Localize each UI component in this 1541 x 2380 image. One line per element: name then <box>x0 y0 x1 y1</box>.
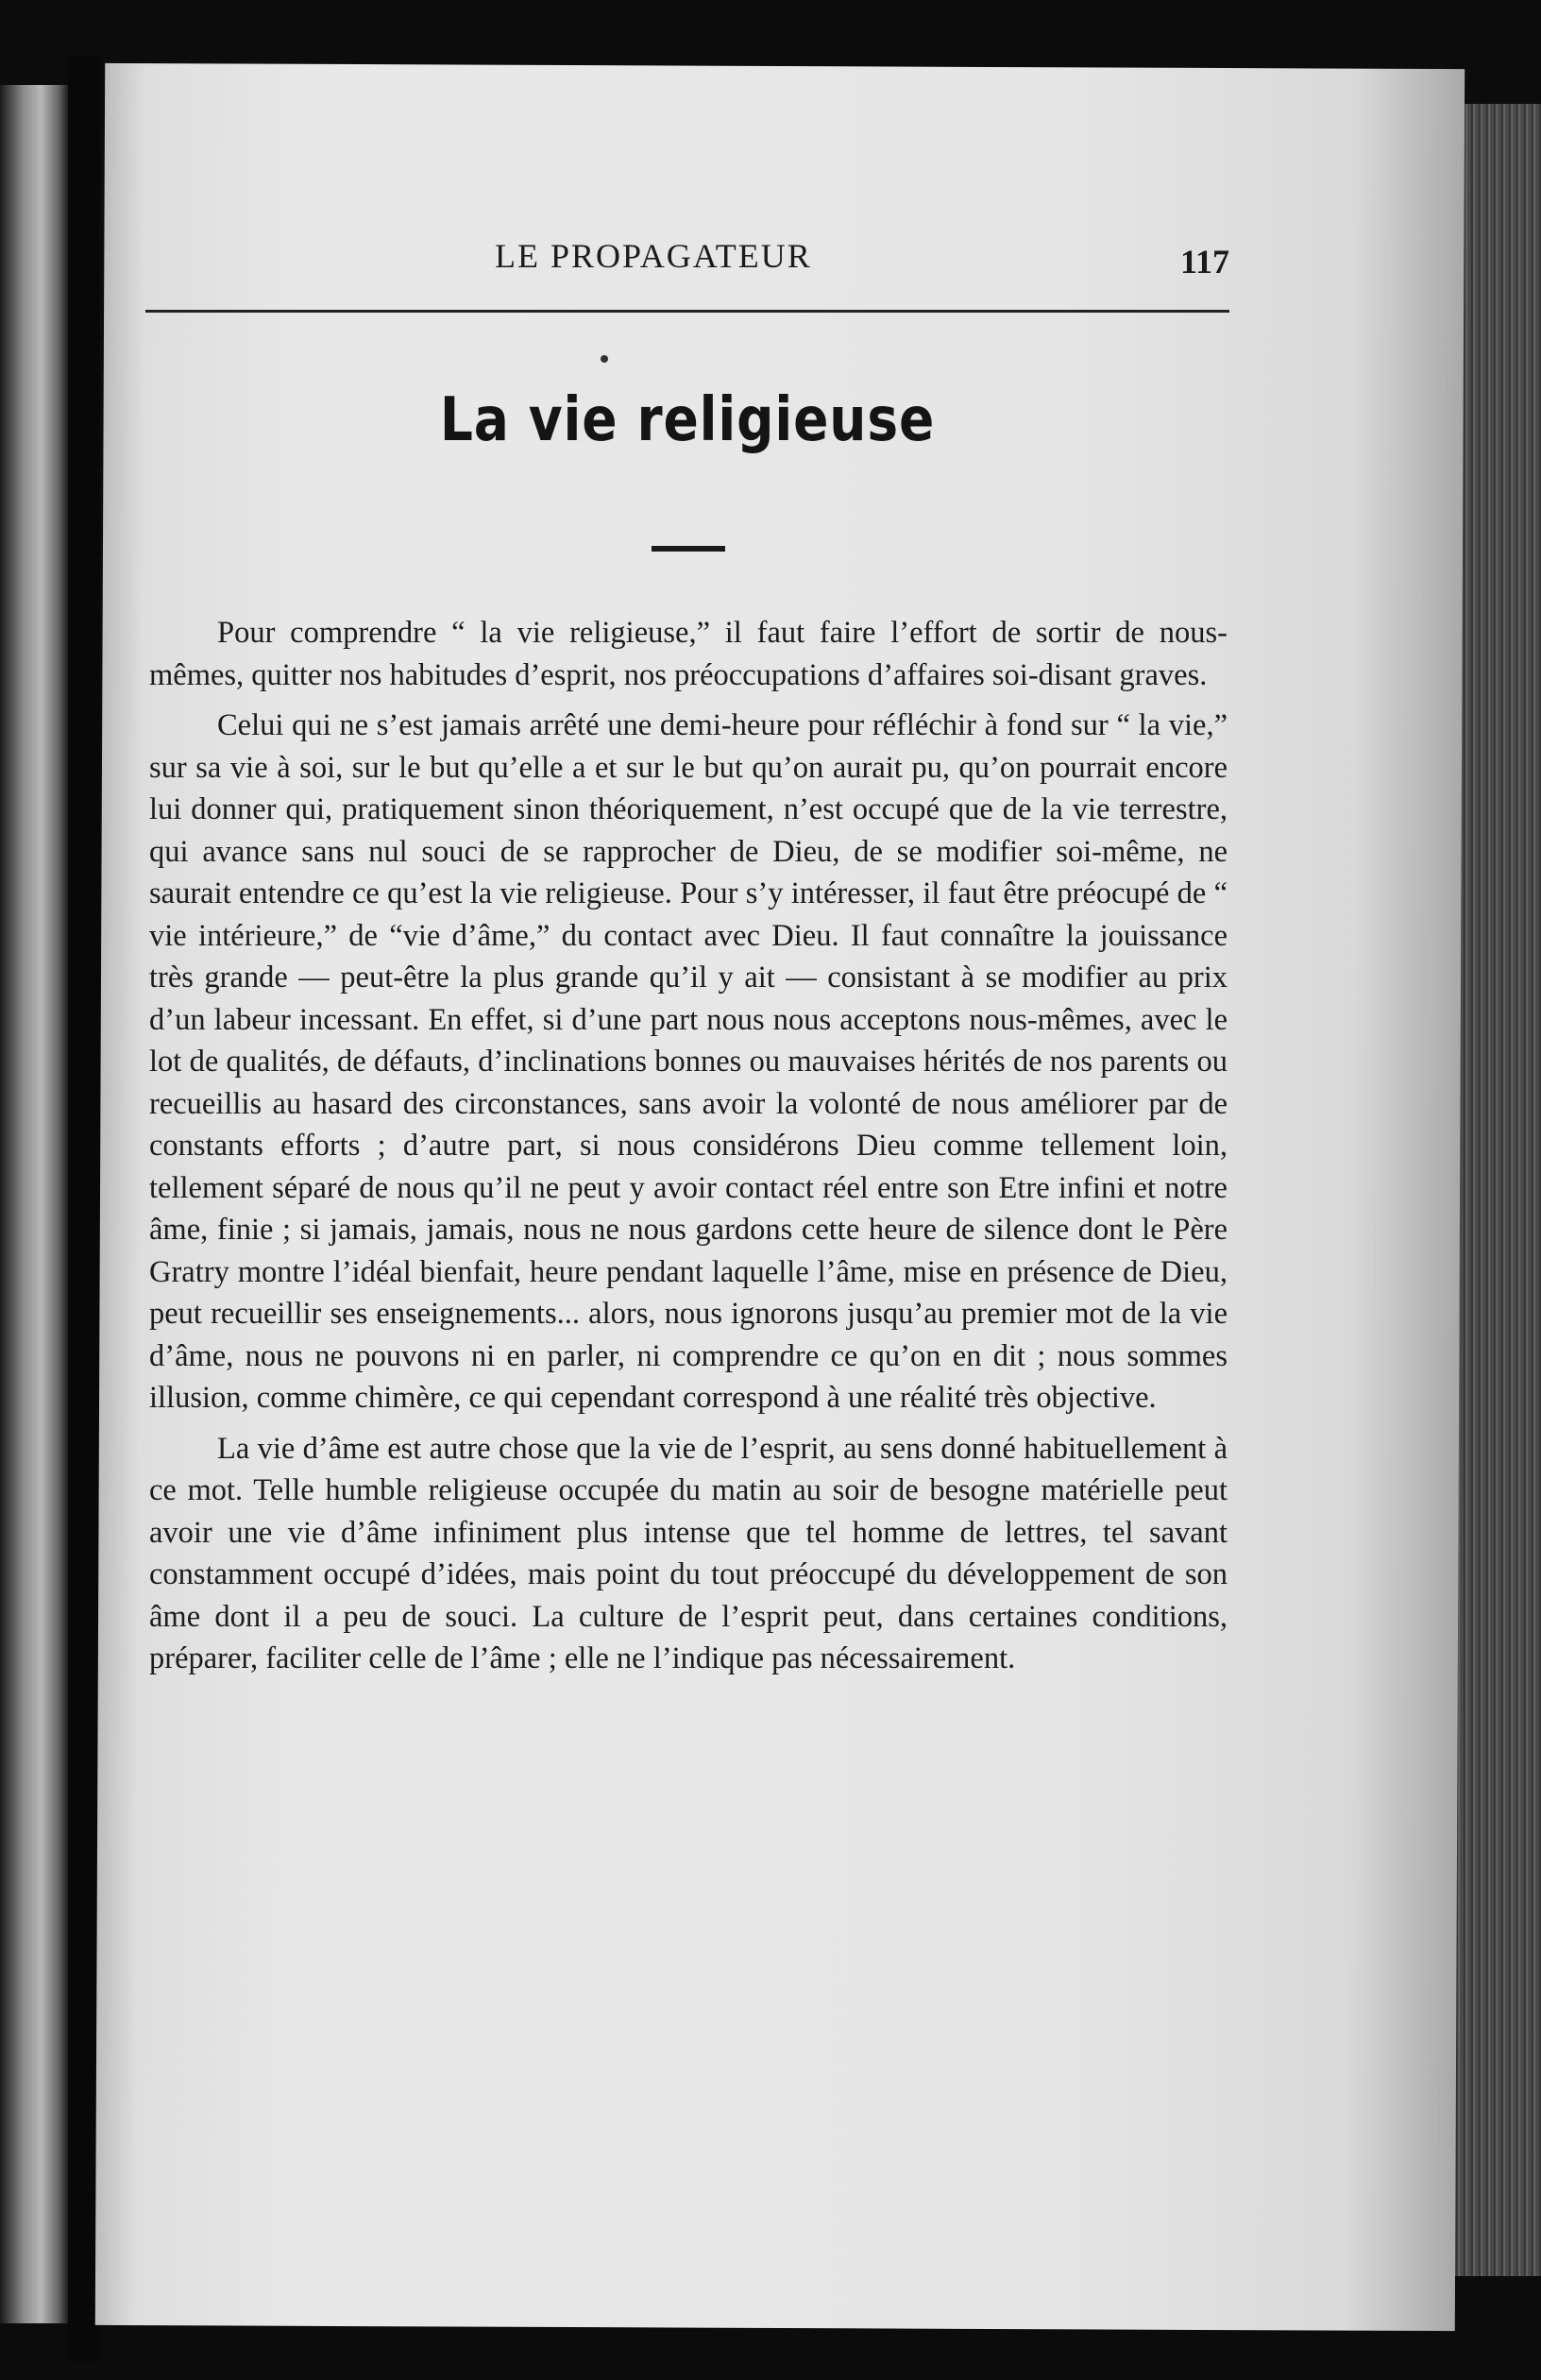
article-title: La vie religieuse <box>439 385 936 455</box>
page-stack-edge <box>1454 104 1541 2276</box>
previous-page-edge <box>0 85 68 2323</box>
article-body <box>149 612 1228 1689</box>
book-gutter <box>68 57 100 2361</box>
title-rule <box>652 546 725 552</box>
page-header <box>145 236 1229 302</box>
paragraph: Celui qui ne s’est jamais arrêté une demi-heure pour réfléchir à fond sur “ la vie,” sur sa vie à soi, sur le but qu’elle a et sur le but qu’on aurait pu, qu’on pourrait encore lui donner qui, pratiquement sinon théoriquement, n’est occupé que de la vie terrestre, qui avance sans nul souci de se rapprocher de Dieu, de se modifier soi-même, ne saurait entendre ce qu’est la vie religieuse. Pour s’y intéresser, il faut être préocupé de “ vie intérieure,” de “vie d’âme,” du contact avec Dieu. Il faut connaître la jouissance très grande — peut-être la plus grande qu’il y ait — consistant à se modifier au prix d’un labeur incessant. En effet, si d’une part nous nous acceptons nous-mêmes, avec le lot de qualités, de défauts, d’inclinations bonnes ou mauvaises hérités de nos parents ou recueillis au hasard des circonstances, sans avoir la volonté de nous améliorer par de constants efforts ; d’autre part, si nous considérons Dieu comme tellement loin, tellement séparé de nous qu’il ne peut y avoir contact réel entre son Etre infini et notre âme, finie ; si jamais, jamais, nous ne nous gardons cette heure de silence dont le Père Gratry montre l’idéal bienfait, heure pendant laquelle l’âme, mise en présence de Dieu, peut recueillir ses enseignements... alors, nous ignorons jusqu’au premier mot de la vie d’âme, nous ne pouvons ni en parler, ni comprendre ce qu’on en dit ; nous sommes illusion, comme chimère, ce qui cependant correspond à une réalité très objective. <box>149 708 1228 1415</box>
ornament-dot <box>601 355 608 363</box>
paragraph: Pour comprendre “ la vie religieuse,” il faut faire l’effort de sortir de nous-mêmes, quitter nos habitudes d’esprit, nos préoccupations d’affaires soi-disant graves. <box>149 616 1228 692</box>
header-rule <box>145 310 1229 313</box>
running-head: LE PROPAGATEUR <box>495 237 812 275</box>
paragraph: La vie d’âme est autre chose que la vie de l’esprit, au sens donné habituellement à ce mot. Telle humble religieuse occupée du matin au soir de besogne matérielle peut avoir une vie d’âme infiniment plus intense que tel homme de lettres, tel savant constamment occupé d’idées, mais point du tout préoccupé du développement de son âme dont il a peu de souci. La culture de l’esprit peut, dans certaines conditions, préparer, faciliter celle de l’âme ; elle ne l’indique pas nécessairement. <box>149 1431 1228 1675</box>
page-number: 117 <box>1179 243 1229 280</box>
